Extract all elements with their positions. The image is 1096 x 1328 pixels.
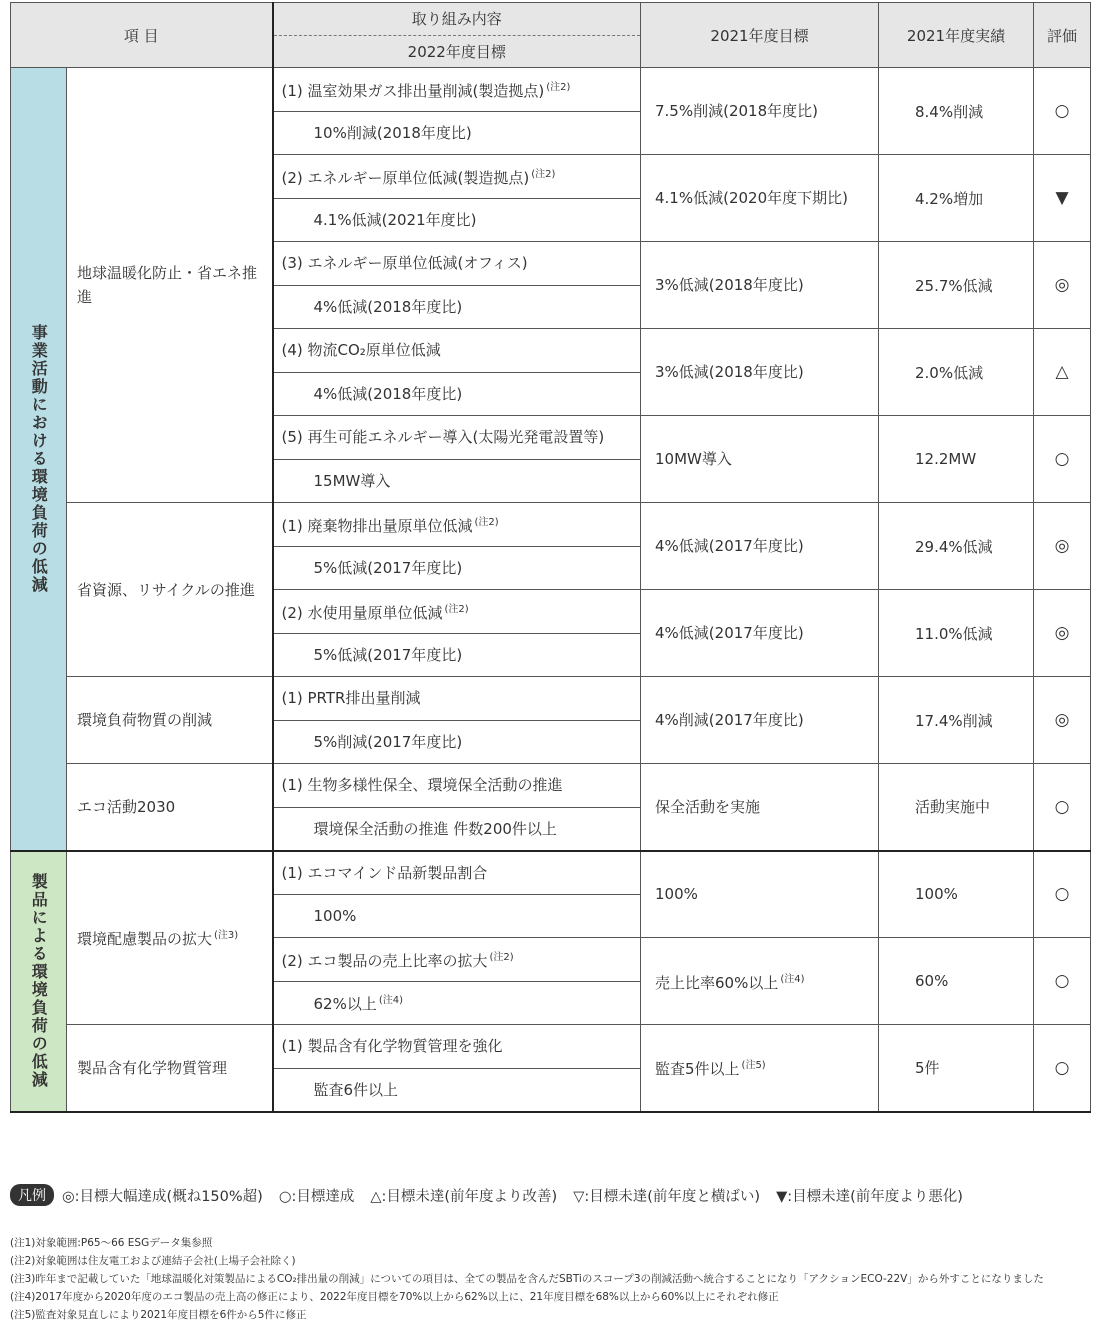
- result-cell: [879, 851, 1034, 938]
- goal2022-cell: [273, 807, 641, 851]
- target2021-cell-note: (注5): [741, 1060, 766, 1072]
- goal2022-cell: [273, 981, 641, 1025]
- result-cell-text: 8.4%削減: [915, 102, 984, 121]
- result-cell-text: 25.7%低減: [915, 276, 993, 295]
- goal2022-text: 5%低減(2017年度比): [313, 558, 463, 577]
- evaluation-cell: [1034, 590, 1091, 677]
- area-label: エコ活動2030: [77, 797, 176, 816]
- result-cell: [879, 329, 1034, 416]
- legend-item: ◎:目標大幅達成(概ね150%超): [62, 1188, 263, 1205]
- target2021-cell-note: (注4): [780, 973, 805, 985]
- goal2022-cell: [273, 1068, 641, 1112]
- result-cell: [879, 764, 1034, 851]
- target2021-cell: [641, 1025, 879, 1112]
- area-cell: [67, 764, 273, 851]
- result-cell: [879, 938, 1034, 1025]
- result-cell: [879, 503, 1034, 590]
- goal2022-text: 環境保全活動の推進 件数200件以上: [313, 819, 557, 838]
- table-row: [11, 68, 1091, 112]
- header-target2022: 2022年度目標: [407, 42, 506, 61]
- goal2022-text: 監査6件以上: [313, 1080, 399, 1099]
- header-evaluation: 評価: [1034, 3, 1091, 68]
- activity-note: (注2): [444, 603, 469, 615]
- goal2022-text: 15MW導入: [313, 471, 391, 490]
- evaluation-cell: [1034, 503, 1091, 590]
- activity-cell: [273, 938, 641, 982]
- evaluation-cell-text: ◎: [1054, 710, 1070, 730]
- goal2022-text: 4%低減(2018年度比): [313, 384, 463, 403]
- area-label: 地球温暖化防止・省エネ推進: [77, 264, 258, 306]
- result-cell-text: 100%: [915, 885, 958, 904]
- activity-cell: [273, 416, 641, 460]
- result-cell: [879, 1025, 1034, 1112]
- result-cell-text: 11.0%低減: [915, 624, 993, 643]
- table-row: [11, 677, 1091, 721]
- activity-label: (4) 物流CO₂原単位低減: [281, 341, 441, 360]
- activity-label: (2) 水使用量原単位低減: [281, 603, 443, 622]
- area-cell: [67, 677, 273, 764]
- evaluation-cell-text: ○: [1054, 796, 1070, 817]
- evaluation-cell: [1034, 416, 1091, 503]
- area-label: 省資源、リサイクルの推進: [77, 580, 255, 599]
- result-cell-text: 2.0%低減: [915, 363, 984, 382]
- result-cell-text: 4.2%増加: [915, 189, 984, 208]
- footnote: (注5)監査対象見直しにより2021年度目標を6件から5件に修正: [10, 1309, 307, 1321]
- environmental-targets-table: [10, 2, 1091, 1113]
- target2021-cell: [641, 155, 879, 242]
- legend-item: ○:目標達成: [278, 1188, 355, 1205]
- activity-label: (2) エコ製品の売上比率の拡大: [281, 951, 488, 970]
- activity-cell: [273, 764, 641, 808]
- category-cell: [11, 851, 67, 1112]
- activity-cell: [273, 677, 641, 721]
- evaluation-cell: [1034, 68, 1091, 155]
- category-label: 事業活動における環境負荷の低減: [29, 323, 49, 594]
- header-item: 項 目: [11, 3, 273, 68]
- result-cell: [879, 590, 1034, 677]
- footnote: (注2)対象範囲は住友電工および連結子会社(上場子会社除く): [10, 1255, 296, 1267]
- result-cell: [879, 242, 1034, 329]
- footnotes: [10, 1234, 1044, 1324]
- target2021-cell: [641, 677, 879, 764]
- evaluation-cell-text: ◎: [1054, 275, 1070, 295]
- activity-label: (1) 製品含有化学物質管理を強化: [281, 1037, 503, 1056]
- activity-cell: [273, 68, 641, 112]
- evaluation-cell-text: ○: [1054, 449, 1070, 469]
- target2021-cell: [641, 851, 879, 938]
- target2021-cell-text: 4.1%低減(2020年度下期比): [655, 189, 848, 207]
- target2021-cell: [641, 416, 879, 503]
- goal2022-cell: [273, 459, 641, 503]
- activity-note: (注2): [474, 516, 499, 528]
- target2021-cell-text: 4%削減(2017年度比): [655, 711, 804, 729]
- goal2022-cell: [273, 285, 641, 329]
- legend-title: 凡例: [10, 1184, 54, 1206]
- header-activity-label: 取り組み内容: [274, 3, 641, 36]
- area-label: 環境配慮製品の拡大: [77, 930, 213, 949]
- goal2022-cell: [273, 111, 641, 155]
- target2021-cell-text: 保全活動を実施: [655, 797, 761, 816]
- target2021-cell-text: 監査5件以上: [655, 1060, 740, 1079]
- goal2022-text: 10%削減(2018年度比): [313, 123, 472, 142]
- activity-note: (注2): [489, 951, 514, 963]
- target2021-cell-text: 3%低減(2018年度比): [655, 276, 804, 294]
- goal2022-cell: [273, 894, 641, 938]
- evaluation-cell: [1034, 155, 1091, 242]
- result-cell-text: 活動実施中: [915, 798, 991, 817]
- activity-cell: [273, 503, 641, 547]
- result-cell-text: 12.2MW: [915, 450, 977, 468]
- activity-label: (3) エネルギー原単位低減(オフィス): [281, 254, 528, 273]
- category-cell: [11, 68, 67, 851]
- result-cell-text: 60%: [915, 972, 949, 990]
- area-cell: [67, 503, 273, 677]
- evaluation-cell: [1034, 938, 1091, 1025]
- activity-label: (1) PRTR排出量削減: [281, 689, 421, 708]
- target2021-cell: [641, 242, 879, 329]
- goal2022-text: 5%低減(2017年度比): [313, 645, 463, 664]
- activity-cell: [273, 242, 641, 286]
- category-label: 製品による環境負荷の低減: [29, 873, 49, 1089]
- target2021-cell: [641, 938, 879, 1025]
- activity-label: (1) 生物多様性保全、環境保全活動の推進: [281, 776, 563, 795]
- footnote: (注4)2017年度から2020年度のエコ製品の売上高の修正により、2022年度目標を70%以上から62%以上に、21年度目標を68%以上から60%以上にそれぞれ修正: [10, 1291, 779, 1303]
- footnote: (注1)対象範囲:P65〜66 ESGデータ集参照: [10, 1237, 213, 1249]
- target2021-cell-text: 売上比率60%以上: [655, 973, 779, 992]
- area-cell: [67, 1025, 273, 1112]
- evaluation-cell: [1034, 677, 1091, 764]
- target2021-cell-text: 4%低減(2017年度比): [655, 537, 804, 555]
- table-header-row: [11, 3, 1091, 68]
- area-cell: [67, 68, 273, 503]
- legend-item: △:目標未達(前年度より改善): [370, 1188, 558, 1205]
- result-cell: [879, 155, 1034, 242]
- header-target2021: 2021年度目標: [641, 3, 879, 68]
- goal2022-cell: [273, 720, 641, 764]
- activity-note: (注2): [531, 168, 556, 180]
- evaluation-cell-text: △: [1055, 362, 1069, 382]
- area-label: 環境負荷物質の削減: [77, 711, 213, 729]
- evaluation-cell-text: ○: [1054, 101, 1070, 121]
- legend-item: ▽:目標未達(前年度と横ばい): [573, 1188, 761, 1205]
- evaluation-cell-text: ▼: [1055, 188, 1069, 208]
- goal2022-text: 4.1%低減(2021年度比): [313, 210, 477, 229]
- result-cell: [879, 677, 1034, 764]
- activity-label: (5) 再生可能エネルギー導入(太陽光発電設置等): [281, 428, 605, 447]
- activity-cell: [273, 155, 641, 199]
- target2021-cell-text: 100%: [655, 885, 698, 904]
- target2021-cell-text: 4%低減(2017年度比): [655, 624, 804, 642]
- area-label: 製品含有化学物質管理: [77, 1058, 228, 1077]
- evaluation-cell: [1034, 329, 1091, 416]
- table-row: [11, 1025, 1091, 1069]
- target2021-cell: [641, 329, 879, 416]
- table-row: [11, 764, 1091, 808]
- goal2022-text: 4%低減(2018年度比): [313, 297, 463, 316]
- evaluation-cell: [1034, 1025, 1091, 1112]
- goal2022-text: 100%: [313, 906, 357, 925]
- goal2022-cell: [273, 546, 641, 590]
- evaluation-cell-text: ◎: [1054, 536, 1070, 556]
- header-activity: [273, 3, 641, 68]
- evaluation-cell: [1034, 851, 1091, 938]
- legend-item: ▼:目標未達(前年度より悪化): [776, 1188, 963, 1205]
- area-cell: [67, 851, 273, 1025]
- target2021-cell: [641, 503, 879, 590]
- target2021-cell-text: 7.5%削減(2018年度比): [655, 102, 818, 120]
- evaluation-cell-text: ○: [1054, 1057, 1070, 1078]
- target2021-cell: [641, 68, 879, 155]
- evaluation-cell: [1034, 242, 1091, 329]
- activity-cell: [273, 329, 641, 373]
- result-cell-text: 29.4%低減: [915, 537, 993, 556]
- evaluation-cell-text: ○: [1054, 884, 1070, 905]
- table-row: [11, 503, 1091, 547]
- header-result2021: 2021年度実績: [879, 3, 1034, 68]
- activity-label: (2) エネルギー原単位低減(製造拠点): [281, 168, 530, 187]
- table-row: [11, 851, 1091, 895]
- goal2022-text: 62%以上: [313, 995, 377, 1014]
- evaluation-cell-text: ○: [1054, 971, 1070, 991]
- area-note: (注3): [214, 930, 239, 942]
- legend: [10, 1184, 979, 1206]
- evaluation-cell: [1034, 764, 1091, 851]
- activity-label: (1) エコマインド品新製品割合: [281, 863, 488, 882]
- goal2022-cell: [273, 198, 641, 242]
- activity-cell: [273, 851, 641, 895]
- activity-label: (1) 温室効果ガス排出量削減(製造拠点): [281, 81, 545, 100]
- result-cell-text: 5件: [915, 1059, 940, 1078]
- goal2022-cell: [273, 633, 641, 677]
- activity-cell: [273, 590, 641, 634]
- result-cell-text: 17.4%削減: [915, 711, 993, 730]
- result-cell: [879, 416, 1034, 503]
- target2021-cell-text: 10MW導入: [655, 450, 732, 468]
- activity-note: (注2): [546, 81, 571, 93]
- footnote: (注3)昨年まで記載していた「地球温暖化対策製品によるCO₂排出量の削減」についての項目は、全ての製品を含んだSBTiのスコープ3の削減活動へ統合することになり「アクションECO-22V」から外すことになりました: [10, 1273, 1044, 1285]
- goal2022-text: 5%削減(2017年度比): [313, 732, 463, 751]
- target2021-cell-text: 3%低減(2018年度比): [655, 363, 804, 381]
- activity-label: (1) 廃棄物排出量原単位低減: [281, 516, 473, 535]
- result-cell: [879, 68, 1034, 155]
- goal2022-note: (注4): [378, 995, 404, 1007]
- goal2022-cell: [273, 372, 641, 416]
- activity-cell: [273, 1025, 641, 1069]
- target2021-cell: [641, 590, 879, 677]
- evaluation-cell-text: ◎: [1054, 623, 1070, 643]
- target2021-cell: [641, 764, 879, 851]
